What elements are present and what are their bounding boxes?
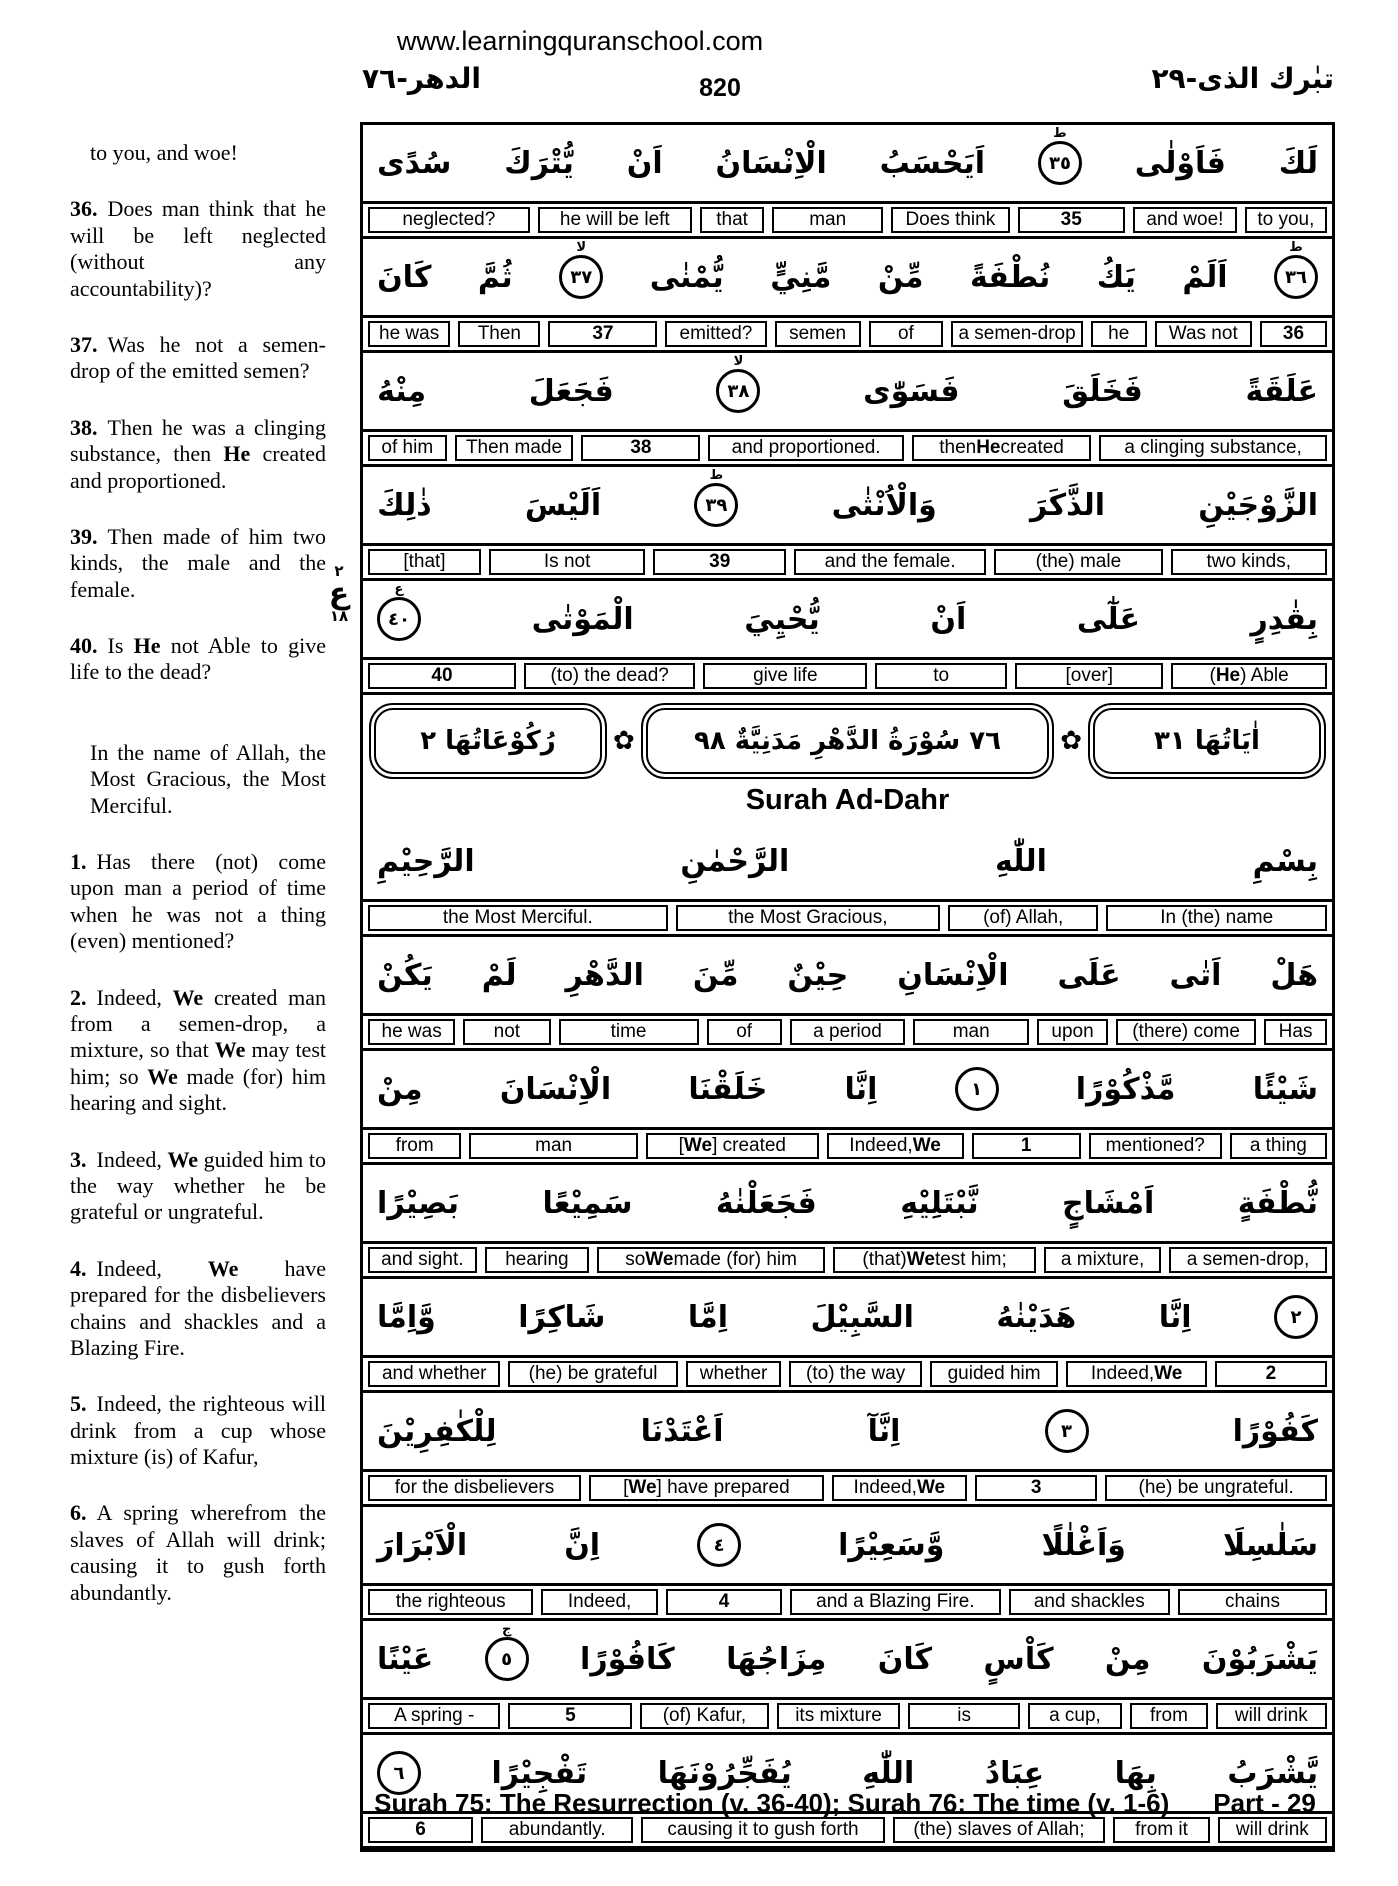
- translation-cell: (he) be grateful: [508, 1361, 677, 1387]
- verse-number: 5.: [70, 1391, 87, 1417]
- translation-cell: that: [700, 207, 764, 233]
- quran-table: [360, 122, 1335, 1852]
- arabic-verse-line: [363, 239, 1332, 315]
- arabic-word: اِنَّ: [564, 1527, 601, 1563]
- verse-translation-text: Does man think that he will be left neglected (without any accountability)?: [70, 196, 326, 301]
- page-footer: [340, 1788, 1350, 1819]
- verse-number: 39.: [70, 523, 98, 549]
- translation-cell: [ We ] created: [646, 1133, 819, 1159]
- translation-paragraph: [70, 1256, 326, 1362]
- arabic-word: اَنْ: [930, 601, 967, 637]
- waqf-mark: ط: [1053, 126, 1067, 141]
- arabic-verse-line: [363, 353, 1332, 429]
- translation-paragraph: [70, 1147, 326, 1226]
- translation-cell: from it: [1113, 1817, 1209, 1843]
- translation-cell: (that) We test him;: [833, 1247, 1036, 1273]
- translation-cell: man: [913, 1019, 1029, 1045]
- translation-cell: semen: [775, 321, 861, 347]
- arabic-word: مِنْهُ: [377, 373, 427, 409]
- verse-number: 3.: [70, 1146, 87, 1172]
- translation-cell: (there) come: [1116, 1019, 1256, 1045]
- arabic-word: يُّتْرَكَ: [504, 145, 574, 181]
- arabic-word: عَيْنًا: [377, 1641, 434, 1677]
- arabic-word: ذٰلِكَ: [377, 487, 432, 523]
- translation-cell: 1: [972, 1133, 1081, 1159]
- translation-strip: [363, 1469, 1332, 1507]
- arabic-word: يَكُنْ: [377, 957, 433, 993]
- translation-cell: 2: [1215, 1361, 1327, 1387]
- arabic-word: لَمْ: [481, 957, 517, 993]
- surah-name-english: Surah Ad-Dahr: [745, 784, 950, 816]
- translation-cell: a clinging substance,: [1099, 435, 1327, 461]
- verse-translation-text: Is He not Able to give life to the dead?: [70, 633, 327, 685]
- arabic-word: سُدًى: [377, 145, 452, 181]
- arabic-word: اللّٰهِ: [862, 1755, 915, 1791]
- arabic-word: نَّبْتَلِيْهِ: [900, 1185, 979, 1221]
- ruku-margin-marker: [320, 564, 358, 624]
- translation-cell: Indeed, We: [1066, 1361, 1207, 1387]
- translation-cell: a cup,: [1028, 1703, 1122, 1729]
- verse-translation-text: Was he not a semen-drop of the emitted semen?: [70, 331, 326, 384]
- translation-strip: [363, 1355, 1332, 1393]
- translation-strip: [363, 315, 1332, 353]
- arabic-verse-line: [363, 1393, 1332, 1469]
- ayah-number-badge: ٣٩ ط: [694, 483, 738, 527]
- arabic-word: لِلْكٰفِرِيْنَ: [377, 1413, 497, 1449]
- page-number: 820: [699, 74, 741, 102]
- verse-translation-text: Has there (not) come upon man a period of time when he was not a thing (even) mentioned?: [70, 849, 326, 954]
- arabic-word: يُّحْيِيَ: [744, 601, 820, 637]
- translation-cell: 6: [368, 1817, 473, 1843]
- arabic-word: شَاكِرًا: [518, 1299, 606, 1335]
- translation-cell: 36: [1260, 321, 1327, 347]
- rosette-ornament-icon: ✿: [1060, 726, 1082, 755]
- ayah-number-badge: ٤: [697, 1523, 741, 1567]
- translation-cell: time: [559, 1019, 699, 1045]
- arabic-word: فَجَعَلَ: [528, 373, 614, 409]
- translation-cell: (he) be ungrateful.: [1105, 1475, 1327, 1501]
- translation-cell: and whether: [368, 1361, 500, 1387]
- arabic-word: الزَّوْجَيْنِ: [1198, 487, 1318, 523]
- arabic-word: كَفُوْرًا: [1232, 1413, 1318, 1449]
- ruku-marker-bottom-number: ١٨: [329, 607, 349, 625]
- translation-paragraph: [70, 849, 326, 955]
- translation-cell: not: [463, 1019, 550, 1045]
- translation-cell: Does think: [891, 207, 1009, 233]
- translation-cell: 40: [368, 663, 516, 689]
- arabic-verse-line: [363, 1051, 1332, 1127]
- arabic-word: يَكُ: [1096, 259, 1136, 295]
- translation-paragraph: [70, 524, 326, 603]
- translation-cell: causing it to gush forth: [641, 1817, 884, 1843]
- translation-cell: 5: [508, 1703, 632, 1729]
- translation-cell: and sight.: [368, 1247, 477, 1273]
- translation-cell: Is not: [489, 549, 645, 575]
- arabic-word: شَيْئًا: [1252, 1071, 1318, 1107]
- arabic-word: بِسْمِ: [1252, 843, 1318, 879]
- translation-cell: will drink: [1216, 1703, 1327, 1729]
- website-url: www.learningquranschool.com: [396, 26, 764, 56]
- arabic-word: بَصِيْرًا: [377, 1185, 460, 1221]
- arabic-word: كَافُوْرًا: [580, 1641, 675, 1677]
- arabic-word: فَجَعَلْنٰهُ: [715, 1185, 817, 1221]
- translation-cell: Indeed,: [541, 1589, 657, 1615]
- translation-paragraph: [70, 985, 326, 1117]
- header-surah-title-left: الدهر-٧٦: [362, 62, 481, 95]
- ayah-number-badge: ٥ ج: [485, 1637, 529, 1681]
- verse-number: 37.: [70, 331, 98, 357]
- arabic-word: خَلَقْنَا: [688, 1071, 768, 1107]
- arabic-word: اَنْ: [626, 145, 663, 181]
- ayah-number-badge: ٦: [377, 1751, 421, 1795]
- translation-paragraph: [70, 1500, 326, 1606]
- translation-cell: of: [869, 321, 944, 347]
- translation-paragraph: [70, 140, 326, 166]
- arabic-verse-line: [363, 823, 1332, 899]
- translation-cell: and shackles: [1009, 1589, 1170, 1615]
- translation-strip: [363, 1241, 1332, 1279]
- arabic-word: اَتٰى: [1169, 957, 1222, 993]
- translation-cell: from: [1130, 1703, 1208, 1729]
- translation-cell: and woe!: [1133, 207, 1237, 233]
- arabic-word: تَفْجِيْرًا: [491, 1755, 588, 1791]
- translation-cell: (of) Kafur,: [640, 1703, 768, 1729]
- arabic-word: اَيَحْسَبُ: [879, 145, 986, 181]
- translation-cell: (the) male: [994, 549, 1162, 575]
- verse-translation-text: Then he was a clinging substance, then He created and proportioned.: [70, 414, 326, 493]
- translation-cell: Indeed, We: [827, 1133, 964, 1159]
- arabic-word: عِبَادُ: [984, 1755, 1045, 1791]
- arabic-word: سَلٰسِلَا: [1222, 1527, 1318, 1563]
- arabic-word: اِنَّا: [1158, 1299, 1192, 1335]
- translation-paragraph: [70, 740, 326, 819]
- translation-cell: [that]: [368, 549, 481, 575]
- translation-cell: the righteous: [368, 1589, 533, 1615]
- translation-cell: guided him: [930, 1361, 1058, 1387]
- translation-cell: is: [908, 1703, 1019, 1729]
- arabic-word: سَمِيْعًا: [542, 1185, 633, 1221]
- verse-translation-text: Indeed, We have prepared for the disbelievers chains and shackles and a Blazing Fire.: [70, 1255, 327, 1360]
- cartouche-surah-title: ٧٦ سُوْرَةُ الدَّهْرِ مَدَنِيَّةٌ ٩٨: [641, 703, 1054, 779]
- translation-paragraph: [70, 196, 326, 302]
- translation-cell: he: [1091, 321, 1147, 347]
- arabic-word: اِنَّآ: [867, 1413, 901, 1449]
- verse-number: 1.: [70, 849, 87, 875]
- arabic-word: الرَّحِيْمِ: [377, 843, 475, 879]
- surah-banner-cartouches: [369, 703, 1326, 779]
- arabic-word: اللّٰهِ: [994, 843, 1047, 879]
- arabic-word: ثُمَّ: [477, 259, 513, 295]
- translation-cell: [over]: [1015, 663, 1163, 689]
- arabic-word: مَّذْكُوْرًا: [1075, 1071, 1176, 1107]
- arabic-word: اِنَّا: [844, 1071, 878, 1107]
- arabic-word: الْاَبْرَارَ: [377, 1527, 468, 1563]
- translation-cell: two kinds,: [1171, 549, 1327, 575]
- translation-cell: to you,: [1245, 207, 1327, 233]
- ayah-number-badge: ٤٠ ع: [377, 597, 421, 641]
- waqf-mark: ط: [709, 468, 724, 483]
- waqf-mark: ع: [394, 582, 404, 597]
- arabic-word: يُّمْنٰى: [649, 259, 724, 295]
- verse-translation-text: Indeed, We guided him to the way whether he be grateful or ungrateful.: [70, 1146, 326, 1225]
- translation-cell: a semen-drop,: [1169, 1247, 1327, 1273]
- arabic-word: الْاِنْسَانُ: [715, 145, 827, 181]
- translation-cell: ( He ) Able: [1171, 663, 1327, 689]
- surah-banner: [363, 695, 1332, 823]
- translation-cell: 3: [975, 1475, 1097, 1501]
- arabic-word: اَلَمْ: [1182, 259, 1228, 295]
- ayah-number-badge: ٣٨ لا: [716, 369, 760, 413]
- arabic-word: السَّبِيْلَ: [810, 1299, 914, 1335]
- translation-cell: Then made: [455, 435, 574, 461]
- ayah-number-badge: ٣: [1045, 1409, 1089, 1453]
- translation-cell: the Most Merciful.: [368, 905, 668, 931]
- translation-cell: Indeed, We: [832, 1475, 967, 1501]
- translation-cell: hearing: [485, 1247, 590, 1273]
- waqf-mark: ج: [501, 1622, 512, 1637]
- arabic-word: كَانَ: [877, 1641, 933, 1677]
- arabic-word: اَمْشَاجٍ: [1062, 1185, 1155, 1221]
- header-juz-title-right: تبٰرك الذى-٢٩: [1151, 62, 1334, 95]
- arabic-word: يَّشْرَبُ: [1227, 1755, 1318, 1791]
- translation-cell: man: [469, 1133, 638, 1159]
- translation-cell: whether: [686, 1361, 782, 1387]
- verse-translation-text: to you, and woe!: [90, 140, 238, 165]
- translation-strip: [363, 899, 1332, 937]
- arabic-word: نُطْفَةً: [969, 259, 1051, 295]
- arabic-word: عَلٰٓى: [1076, 601, 1140, 637]
- arabic-word: كَاْسٍ: [983, 1641, 1054, 1677]
- translation-cell: a semen-drop: [951, 321, 1083, 347]
- translation-cell: (to) the dead?: [524, 663, 696, 689]
- translation-cell: of: [707, 1019, 782, 1045]
- arabic-word: وَاَغْلٰلًا: [1041, 1527, 1126, 1563]
- translation-cell: (the) slaves of Allah;: [893, 1817, 1106, 1843]
- ayah-number-badge: ٣٧ لا: [559, 255, 603, 299]
- arabic-word: فَسَوّٰى: [863, 373, 960, 409]
- verse-number: 38.: [70, 414, 98, 440]
- translation-strip: [363, 1127, 1332, 1165]
- arabic-verse-line: [363, 1621, 1332, 1697]
- arabic-word: مِّنْ: [877, 259, 924, 295]
- arabic-word: هَلْ: [1270, 957, 1318, 993]
- arabic-word: الدَّهْرِ: [565, 957, 644, 993]
- arabic-word: فَاَوْلٰى: [1134, 145, 1226, 181]
- arabic-word: وَّاِمَّا: [377, 1299, 436, 1335]
- arabic-verse-line: [363, 1279, 1332, 1355]
- translation-cell: chains: [1178, 1589, 1327, 1615]
- translation-cell: a period: [790, 1019, 906, 1045]
- translation-strip: [363, 1583, 1332, 1621]
- arabic-word: الْاِنْسَانِ: [897, 957, 1009, 993]
- translation-cell: of him: [368, 435, 447, 461]
- ayah-number-badge: ٢: [1274, 1295, 1318, 1339]
- waqf-mark: لا: [576, 240, 587, 255]
- ruku-marker-ain-glyph: ع: [328, 576, 350, 611]
- arabic-word: وَالْاُنْثٰى: [831, 487, 937, 523]
- translation-cell: the Most Gracious,: [676, 905, 940, 931]
- translation-cell: then He created: [912, 435, 1091, 461]
- translation-cell: and a Blazing Fire.: [790, 1589, 1000, 1615]
- translation-cell: its mixture: [777, 1703, 901, 1729]
- arabic-verse-line: [363, 937, 1332, 1013]
- translation-cell: In (the) name: [1106, 905, 1327, 931]
- translation-cell: (of) Allah,: [948, 905, 1098, 931]
- verse-number: 36.: [70, 196, 98, 222]
- translation-cell: from: [368, 1133, 461, 1159]
- verse-number: 4.: [70, 1255, 87, 1281]
- arabic-word: الرَّحْمٰنِ: [680, 843, 790, 879]
- arabic-word: يَشْرَبُوْنَ: [1201, 1641, 1318, 1677]
- verse-translation-text: In the name of Allah, the Most Gracious, the Most Merciful.: [90, 739, 326, 818]
- translation-sidebar: [70, 140, 326, 1636]
- translation-cell: Was not: [1155, 321, 1252, 347]
- translation-cell: he was: [368, 321, 450, 347]
- translation-strip: [363, 429, 1332, 467]
- arabic-word: وَّسَعِيْرًا: [838, 1527, 945, 1563]
- arabic-word: اِمَّا: [687, 1299, 729, 1335]
- translation-cell: mentioned?: [1089, 1133, 1222, 1159]
- arabic-word: عَلَى: [1057, 957, 1121, 993]
- translation-cell: 38: [581, 435, 700, 461]
- verse-number: 6.: [70, 1500, 87, 1526]
- translation-paragraph: [70, 332, 326, 385]
- arabic-word: مِنْ: [1104, 1641, 1151, 1677]
- translation-cell: [ We ] have prepared: [589, 1475, 824, 1501]
- arabic-word: هَدَيْنٰهُ: [996, 1299, 1077, 1335]
- translation-cell: he will be left: [538, 207, 692, 233]
- translation-cell: 39: [653, 549, 786, 575]
- translation-paragraph: [70, 1391, 326, 1470]
- arabic-word: اَلَيْسَ: [524, 487, 602, 523]
- arabic-word: مِزَاجُهَا: [726, 1641, 827, 1677]
- translation-cell: Has: [1264, 1019, 1327, 1045]
- translation-strip: [363, 657, 1332, 695]
- translation-strip: [363, 543, 1332, 581]
- ayah-number-badge: ٣٦ ط: [1274, 255, 1318, 299]
- translation-cell: emitted?: [665, 321, 766, 347]
- translation-cell: a thing: [1230, 1133, 1327, 1159]
- translation-paragraph: [70, 633, 326, 686]
- arabic-word: الْاِنْسَانَ: [499, 1071, 612, 1107]
- verse-translation-text: A spring wherefrom the slaves of Allah will drink; causing it to gush forth abundantly.: [70, 1500, 326, 1605]
- arabic-word: مِّنَ: [692, 957, 739, 993]
- arabic-verse-line: [363, 467, 1332, 543]
- translation-cell: to: [875, 663, 1007, 689]
- arabic-word: مَّنِيٍّ: [770, 259, 832, 295]
- translation-cell: 35: [1018, 207, 1125, 233]
- arabic-word: يُفَجِّرُوْنَهَا: [657, 1755, 792, 1791]
- ruku-marker-top-number: ٢: [334, 562, 344, 580]
- translation-strip: [363, 201, 1332, 239]
- arabic-verse-line: [363, 1507, 1332, 1583]
- translation-cell: Then: [458, 321, 540, 347]
- translation-strip: [363, 1013, 1332, 1051]
- translation-cell: upon: [1037, 1019, 1108, 1045]
- waqf-mark: ط: [1289, 240, 1303, 255]
- translation-cell: will drink: [1218, 1817, 1327, 1843]
- rosette-ornament-icon: ✿: [613, 726, 635, 755]
- arabic-word: الذَّكَرَ: [1030, 487, 1106, 523]
- arabic-word: لَكَ: [1278, 145, 1318, 181]
- translation-cell: for the disbelievers: [368, 1475, 581, 1501]
- translation-cell: and proportioned.: [708, 435, 904, 461]
- translation-cell: neglected?: [368, 207, 530, 233]
- translation-cell: man: [772, 207, 883, 233]
- arabic-word: بِهَا: [1114, 1755, 1157, 1791]
- translation-cell: 37: [548, 321, 657, 347]
- waqf-mark: لا: [733, 354, 744, 369]
- cartouche-ruku-count: رُكُوْعَاتُهَا ٢: [369, 703, 607, 779]
- translation-paragraph: [70, 415, 326, 494]
- arabic-word: مِنْ: [377, 1071, 423, 1107]
- footer-part-label: Part - 29: [1213, 1788, 1316, 1818]
- translation-cell: (to) the way: [789, 1361, 921, 1387]
- ayah-number-badge: ٣٥ ط: [1038, 141, 1082, 185]
- arabic-word: بِقٰدِرٍ: [1250, 601, 1318, 637]
- arabic-word: اَعْتَدْنَا: [640, 1413, 724, 1449]
- arabic-word: فَخَلَقَ: [1062, 373, 1143, 409]
- translation-cell: a mixture,: [1044, 1247, 1161, 1273]
- arabic-word: الْمَوْتٰى: [531, 601, 634, 637]
- ayah-number-badge: ١: [955, 1067, 999, 1111]
- arabic-verse-line: [363, 581, 1332, 657]
- translation-strip: [363, 1697, 1332, 1735]
- translation-cell: he was: [368, 1019, 455, 1045]
- translation-cell: so We made (for) him: [597, 1247, 825, 1273]
- verse-translation-text: Indeed, the righteous will drink from a cup whose mixture (is) of Kafur,: [70, 1391, 326, 1470]
- arabic-verse-line: [363, 1165, 1332, 1241]
- cartouche-ayat-count: اٰيَاتُهَا ٣١: [1088, 703, 1326, 779]
- translation-cell: 4: [666, 1589, 782, 1615]
- verse-number: 40.: [70, 633, 98, 659]
- verse-translation-text: Indeed, We created man from a semen-drop, a mixture, so that We may test him; so We made (for) him hearing and sight.: [70, 984, 326, 1116]
- arabic-verse-line: [363, 125, 1332, 201]
- translation-cell: A spring -: [368, 1703, 500, 1729]
- arabic-word: عَلَقَةً: [1245, 373, 1318, 409]
- arabic-word: نُّطْفَةٍ: [1237, 1185, 1318, 1221]
- translation-cell: abundantly.: [481, 1817, 633, 1843]
- translation-cell: give life: [703, 663, 867, 689]
- footer-surah-info: Surah 75: The Resurrection (v. 36-40); Surah 76: The time (v. 1-6): [374, 1788, 1170, 1818]
- translation-cell: and the female.: [794, 549, 986, 575]
- arabic-word: كَانَ: [377, 259, 432, 295]
- arabic-word: حِيْنٌ: [787, 957, 849, 993]
- verse-translation-text: Then made of him two kinds, the male and the female.: [70, 523, 326, 602]
- verse-number: 2.: [70, 984, 87, 1010]
